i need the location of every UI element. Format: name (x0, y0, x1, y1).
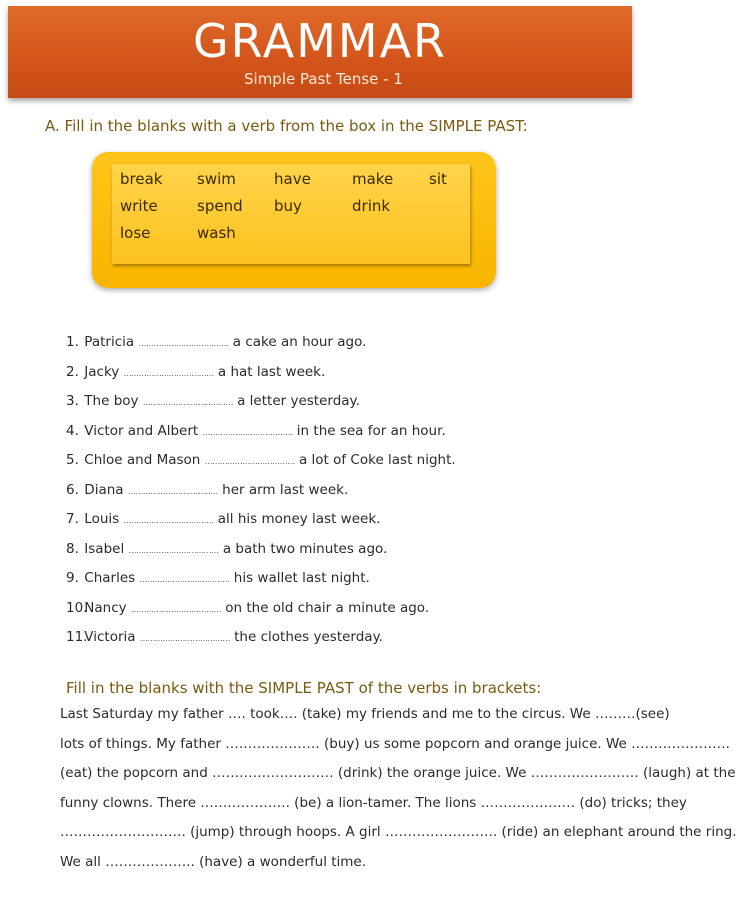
word-wash: wash (197, 224, 236, 242)
word-sit: sit (429, 170, 447, 188)
paragraph-line: lots of things. My father ………………… (buy) us some popcorn and orange juice. We …………………. (60, 735, 730, 752)
item-number: 6. (66, 481, 79, 498)
item-number: 7. (66, 511, 79, 527)
item-rest: a letter yesterday. (237, 393, 360, 409)
item-subject: Charles (84, 570, 136, 586)
list-item (66, 629, 383, 645)
word-buy: buy (274, 197, 302, 215)
answer-blank[interactable]: ……………………………… (138, 339, 229, 348)
item-rest: her arm last week. (222, 481, 349, 498)
paragraph-line: (eat) the popcorn and ……………………… (drink) the orange juice. We …………………… (laugh) at the (60, 765, 736, 781)
item-subject: Louis (84, 511, 120, 527)
list-item (66, 570, 370, 586)
item-rest: on the old chair a minute ago. (225, 599, 430, 616)
item-rest: his wallet last night. (233, 570, 370, 586)
word-lose: lose (120, 224, 151, 242)
answer-blank[interactable]: ……………………………… (123, 516, 214, 525)
list-item (66, 393, 360, 409)
item-subject: Victoria (84, 629, 136, 645)
answer-blank[interactable]: ……………………………… (202, 427, 293, 437)
word-box-inner (112, 164, 470, 264)
answer-blank[interactable]: ……………………………… (139, 634, 230, 643)
item-rest: a hat last week. (217, 363, 326, 380)
list-item (66, 541, 387, 557)
item-subject: Diana (84, 481, 124, 498)
page-subtitle: Simple Past Tense - 1 (244, 70, 403, 88)
item-number: 11. (66, 629, 88, 645)
item-rest: a cake an hour ago. (232, 334, 367, 350)
answer-blank[interactable]: ……………………………… (130, 604, 221, 614)
item-number: 8. (66, 540, 79, 557)
item-number: 2. (66, 363, 79, 380)
item-number: 10. (66, 599, 88, 616)
word-write: write (120, 197, 158, 215)
item-subject: Isabel (84, 540, 125, 557)
answer-blank[interactable]: ……………………………… (123, 368, 214, 378)
paragraph-line: ………………………. (jump) through hoops. A girl ……………………. (ride) an elephant around the ring. (60, 824, 737, 840)
item-subject: Chloe and Mason (84, 452, 201, 468)
paragraph-line: funny clowns. There ……………….. (be) a lion-tamer. The lions ………………… (do) tricks; they (60, 794, 687, 811)
list-item (66, 334, 366, 350)
word-drink: drink (352, 197, 391, 215)
item-number: 9. (66, 570, 79, 586)
word-have: have (274, 170, 311, 188)
item-rest: a lot of Coke last night. (298, 452, 456, 468)
item-subject: Nancy (84, 599, 127, 616)
word-swim: swim (197, 170, 236, 188)
answer-blank[interactable]: ……………………………… (204, 457, 295, 466)
section-a-instruction: A. Fill in the blanks with a verb from the box in the SIMPLE PAST: (45, 117, 528, 135)
item-subject: The boy (84, 393, 139, 409)
answer-blank[interactable]: ……………………………… (127, 486, 218, 496)
list-item (66, 364, 325, 380)
word-box (92, 152, 496, 288)
answer-blank[interactable]: ……………………………… (142, 398, 233, 407)
list-item (66, 482, 348, 498)
list-item (66, 423, 446, 439)
list-item (66, 600, 429, 616)
paragraph-line: We all ……………….. (have) a wonderful time. (60, 853, 367, 870)
page-title: GRAMMAR (192, 14, 448, 68)
word-spend: spend (197, 197, 243, 215)
word-break: break (120, 170, 163, 188)
item-number: 1. (66, 334, 79, 350)
section-b-instruction: Fill in the blanks with the SIMPLE PAST of the verbs in brackets: (66, 679, 542, 697)
item-subject: Victor and Albert (84, 422, 199, 439)
item-subject: Patricia (84, 334, 135, 350)
item-rest: the clothes yesterday. (234, 629, 383, 645)
title-banner (8, 6, 632, 98)
item-number: 3. (66, 393, 79, 409)
item-number: 5. (66, 452, 79, 468)
item-rest: a bath two minutes ago. (222, 540, 388, 557)
list-item (66, 511, 380, 527)
word-make: make (352, 170, 394, 188)
answer-blank[interactable]: ……………………………… (139, 575, 230, 584)
item-subject: Jacky (84, 363, 120, 380)
item-number: 4. (66, 422, 79, 439)
item-rest: in the sea for an hour. (296, 422, 446, 439)
list-item (66, 452, 456, 468)
paragraph-line: Last Saturday my father …. took…. (take) my friends and me to the circus. We ………(see) (60, 706, 670, 722)
item-rest: all his money last week. (217, 511, 381, 527)
answer-blank[interactable]: ……………………………… (128, 545, 219, 555)
